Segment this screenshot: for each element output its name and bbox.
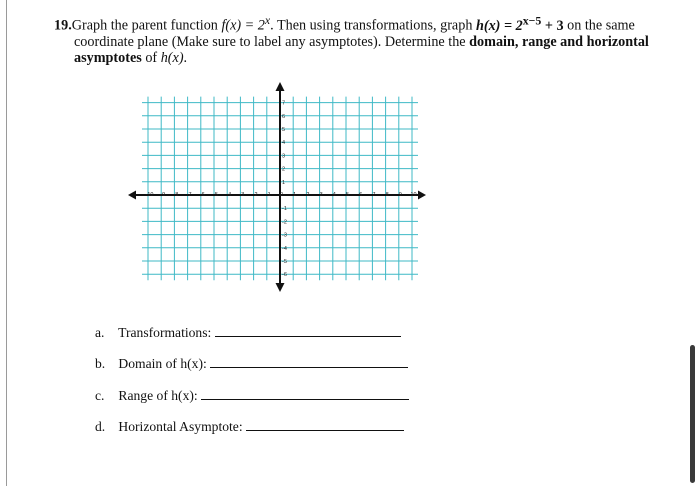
part-label: Horizontal Asymptote:: [118, 419, 243, 434]
h-of-x: h(x): [160, 49, 184, 66]
answer-blank-transformations[interactable]: [215, 322, 401, 337]
y-tick-label: -5: [282, 259, 287, 265]
question-number: 19.: [54, 17, 72, 34]
question-bold-part: asymptotes: [74, 49, 142, 66]
answer-blank-domain[interactable]: [210, 353, 408, 368]
x-tick-label: -8: [173, 192, 179, 198]
left-border: [6, 0, 7, 486]
x-tick-label: 6: [359, 192, 363, 198]
part-d: [95, 416, 404, 434]
part-label: Range of h(x):: [118, 388, 198, 403]
x-axis-arrow-right: [418, 191, 426, 200]
x-axis-arrow-left: [128, 191, 136, 200]
question-part: on the same: [563, 17, 635, 34]
y-axis-arrow-up: [276, 82, 285, 91]
x-tick-label: 3: [319, 192, 323, 198]
y-tick-label: 2: [282, 166, 286, 173]
y-tick-label: -2: [282, 219, 287, 226]
y-tick-label: 3: [282, 153, 286, 160]
question-part: coordinate plane (Make sure to label any asymptotes). Determine the: [74, 33, 470, 50]
y-tick-label: -1: [282, 206, 287, 213]
question-part: . Then using transformations, graph: [270, 17, 476, 34]
part-a: [95, 322, 401, 340]
question-part: Graph the parent function: [71, 17, 222, 34]
y-axis-arrow-down: [276, 283, 285, 292]
part-b: [95, 353, 408, 371]
y-tick-label: 1: [282, 179, 286, 186]
x-tick-label: -9: [160, 192, 166, 198]
question-part: of: [141, 49, 161, 66]
y-tick-label: 6: [282, 113, 286, 120]
parent-function: f(x) = 2: [221, 17, 265, 34]
part-c: [95, 385, 409, 403]
part-letter: a.: [95, 325, 105, 340]
answer-blank-range[interactable]: [201, 385, 409, 400]
question-bold-part: domain, range and horizontal: [469, 33, 649, 50]
question-part: .: [183, 49, 188, 66]
y-tick-label: -4: [282, 245, 287, 252]
x-tick-label: -3: [239, 192, 245, 198]
x-tick-label: 5: [345, 192, 350, 198]
x-tick-label: -4: [226, 192, 232, 198]
transformed-exponent: x−5: [522, 13, 542, 27]
x-tick-label: 7: [372, 192, 376, 198]
part-letter: d.: [95, 419, 106, 434]
question-text: [54, 12, 658, 66]
y-tick-label: 4: [282, 140, 286, 147]
x-tick-label: -1: [265, 192, 271, 198]
y-tick-label: 7: [282, 100, 286, 107]
x-tick-label: 4: [332, 192, 336, 198]
x-tick-label: -5: [213, 192, 218, 198]
x-tick-label: 10: [410, 192, 417, 198]
x-tick-label: -2: [252, 192, 258, 198]
y-tick-label: -6: [282, 272, 287, 279]
part-label: Domain of h(x):: [118, 356, 207, 371]
x-tick-label: 0: [279, 192, 284, 198]
x-tick-label: 1: [293, 192, 297, 198]
transformed-function: h(x) = 2: [475, 17, 523, 34]
x-tick-label: 2: [306, 192, 310, 198]
x-tick-label: 9: [398, 192, 402, 198]
y-tick-label: 5: [282, 127, 286, 133]
x-tick-label: -6: [199, 192, 205, 198]
coordinate-plane[interactable]: [128, 82, 428, 294]
x-tick-label: 8: [385, 192, 389, 198]
transformed-shift: + 3: [541, 17, 564, 34]
x-tick-label: -10: [145, 192, 154, 198]
y-tick-label: -3: [282, 232, 287, 239]
x-tick-label: -7: [186, 192, 192, 198]
part-label: Transformations:: [118, 325, 212, 340]
part-letter: c.: [95, 388, 105, 403]
scrollbar-thumb[interactable]: [690, 345, 695, 483]
part-letter: b.: [95, 356, 106, 371]
answer-blank-asymptote[interactable]: [246, 416, 404, 431]
parent-exponent: x: [264, 13, 271, 27]
